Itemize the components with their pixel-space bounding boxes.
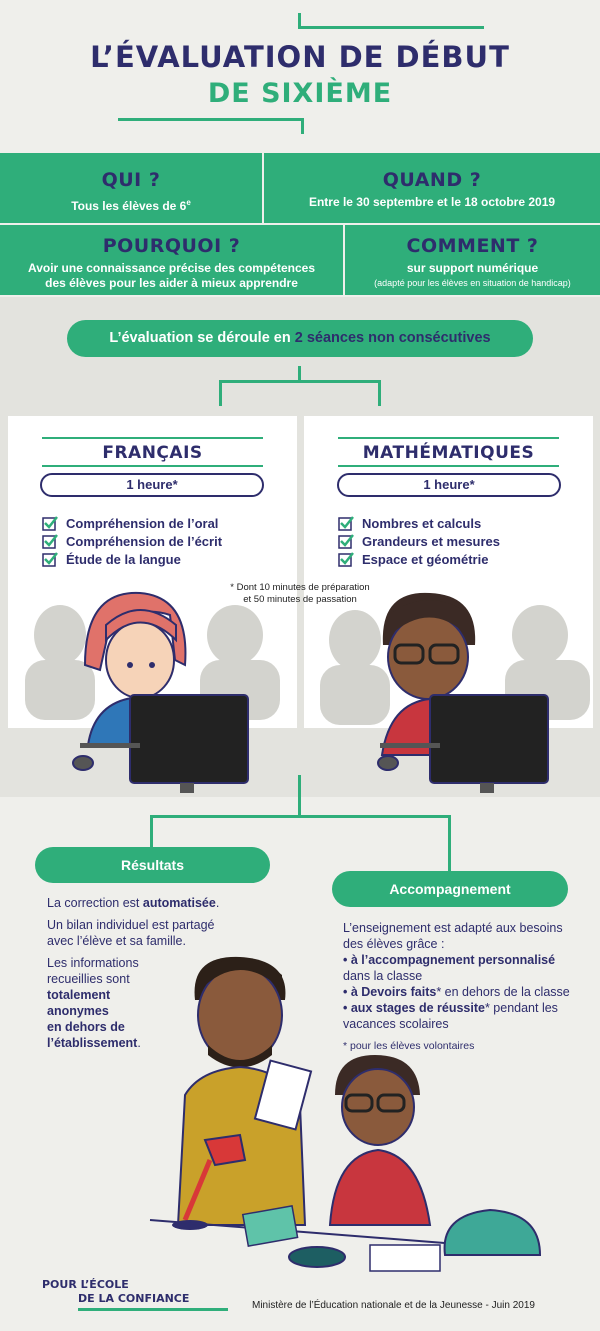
footer-credit: Ministère de l’Éducation nationale et de la Jeunesse - Juin 2019 xyxy=(252,1300,535,1311)
pourquoi-heading: POURQUOI ? xyxy=(102,235,241,257)
list-item: Étude de la langue xyxy=(42,551,222,569)
francais-rule-bottom xyxy=(42,465,263,467)
francais-duration: 1 heure* xyxy=(40,473,264,497)
deco-line xyxy=(298,26,484,29)
list-item: Compréhension de l’oral xyxy=(42,515,222,533)
check-icon xyxy=(42,533,58,549)
accompagnement-text: L’enseignement est adapté aux besoins des élèves grâce : • à l’accompagnement personnalisé dans la classe • à Devoirs faits* en dehors de la classe • aux stages de réussite* pendant les vacances scolaires * pour les élèves volontaires xyxy=(343,921,570,1052)
quand-text: Entre le 30 septembre et le 18 octobre 2019 xyxy=(308,195,556,209)
list-item: Compréhension de l’écrit xyxy=(42,533,222,551)
francais-rule-top xyxy=(42,437,263,439)
connector xyxy=(298,775,301,817)
quand-heading: QUAND ? xyxy=(382,169,482,191)
list-item: Nombres et calculs xyxy=(338,515,500,533)
title-line-1: L’ÉVALUATION DE DÉBUT xyxy=(90,40,510,74)
teacher-student-illustration xyxy=(0,955,600,1275)
check-icon xyxy=(42,515,58,531)
check-icon xyxy=(338,533,354,549)
comment-box xyxy=(345,225,600,295)
deco-line xyxy=(118,118,304,121)
sessions-pill: L’évaluation se déroule en 2 séances non consécutives xyxy=(67,320,533,357)
maths-duration: 1 heure* xyxy=(337,473,561,497)
connector xyxy=(448,815,451,871)
comment-text-1: sur support numérique xyxy=(406,261,539,275)
footer-logo xyxy=(42,1278,228,1311)
pourquoi-text-1: Avoir une connaissance précise des compétences xyxy=(27,261,315,275)
francais-title: FRANÇAIS xyxy=(102,443,203,463)
students-illustration xyxy=(0,585,600,800)
check-icon xyxy=(338,551,354,567)
connector xyxy=(150,815,153,847)
pourquoi-box xyxy=(0,225,343,295)
check-icon xyxy=(42,551,58,567)
connector xyxy=(219,380,381,383)
resultats-heading: Résultats xyxy=(35,847,270,883)
connector xyxy=(378,380,381,406)
list-item: Grandeurs et mesures xyxy=(338,533,500,551)
qui-box xyxy=(0,153,262,223)
accompagnement-heading: Accompagnement xyxy=(332,871,568,907)
connector xyxy=(150,815,450,818)
connector xyxy=(219,380,222,406)
comment-heading: COMMENT ? xyxy=(406,235,539,257)
check-icon xyxy=(338,515,354,531)
comment-text-2: (adapté pour les élèves en situation de handicap) xyxy=(374,278,571,288)
list-item: Espace et géométrie xyxy=(338,551,500,569)
francais-list xyxy=(42,515,222,569)
maths-rule-top xyxy=(338,437,559,439)
maths-title: MATHÉMATIQUES xyxy=(362,443,535,463)
qui-heading: QUI ? xyxy=(101,169,161,191)
maths-list xyxy=(338,515,500,569)
logo-underline xyxy=(78,1308,228,1311)
footnote: * Dont 10 minutes de préparation et 50 minutes de passation xyxy=(230,582,370,605)
deco-line xyxy=(301,118,304,134)
pourquoi-text-2: des élèves pour les aider à mieux apprendre xyxy=(45,276,298,290)
qui-text: Tous les élèves de 6e xyxy=(71,198,191,213)
logo-line-1: POUR L’ÉCOLE xyxy=(42,1278,129,1291)
maths-rule-bottom xyxy=(338,465,559,467)
logo-line-2: DE LA CONFIANCE xyxy=(78,1292,190,1305)
resultats-text: La correction est automatisée. Un bilan individuel est partagé avec l’élève et sa famille. Les informations recueillies sont totalement anonymes en dehors de l’établissement. xyxy=(47,896,220,1050)
quand-box xyxy=(264,153,600,223)
title-line-2: DE SIXIÈME xyxy=(207,78,393,109)
